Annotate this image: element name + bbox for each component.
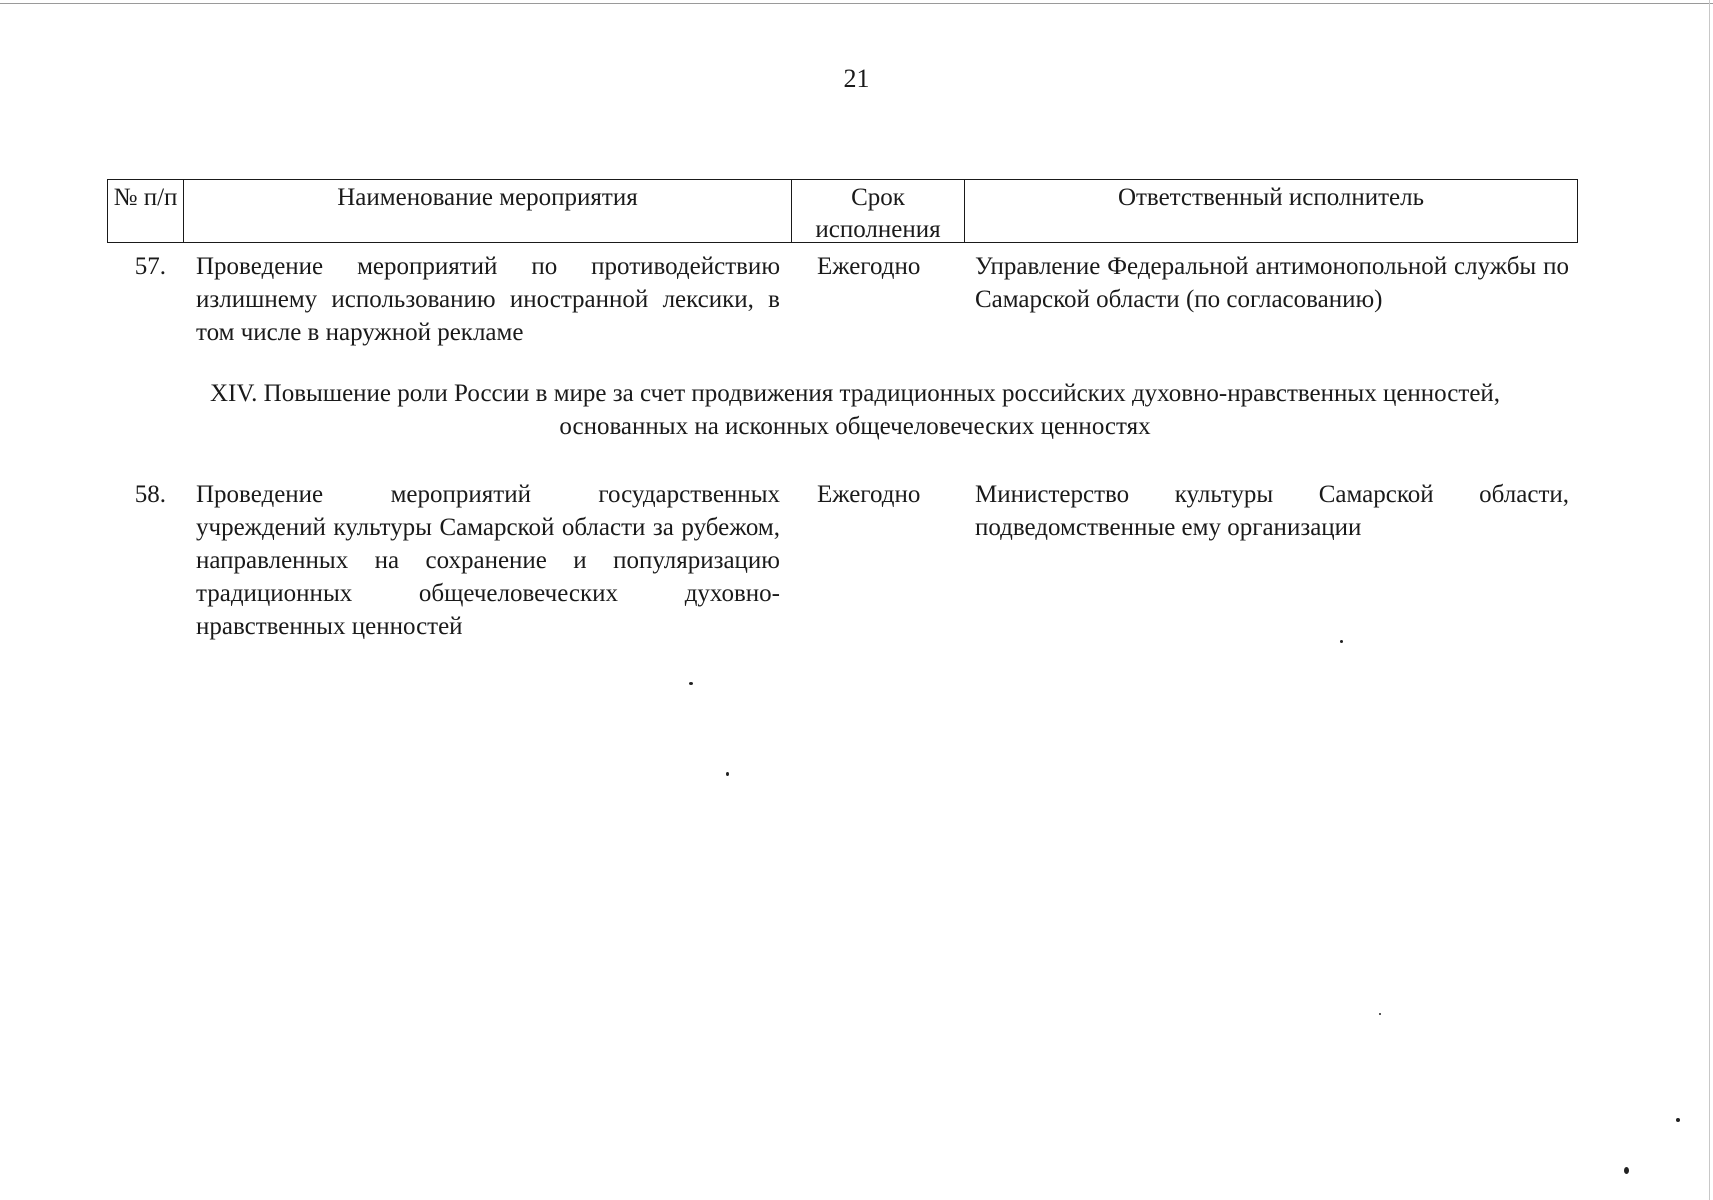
scan-speck <box>1624 1167 1629 1174</box>
scan-speck <box>1676 1118 1680 1122</box>
header-event-name: Наименование мероприятия <box>184 180 792 242</box>
row-responsible: Министерство культуры Самарской области, подведомственные ему организации <box>975 481 1569 541</box>
section-title: XIV. Повышение роли России в мире за счет продвижения традиционных российских духовно-нравственных ценностей, основанных на исконных общечеловеческих ценностях <box>209 380 1501 440</box>
header-number: № п/п <box>108 180 184 242</box>
row-responsible: Управление Федеральной антимонопольной службы по Самарской области (по согласованию) <box>975 253 1569 313</box>
page-number: 21 <box>843 64 870 93</box>
row-deadline: Ежегодно <box>817 253 921 280</box>
row-number: 58. <box>134 481 166 508</box>
row-event-name: Проведение мероприятий по противодействию излишнему использованию иностранной лексики, в том числе в наружной рекламе <box>196 253 780 346</box>
row-deadline: Ежегодно <box>817 481 921 508</box>
table-header <box>107 179 1578 243</box>
scan-speck <box>726 772 729 776</box>
header-responsible: Ответственный исполнитель <box>1117 184 1425 211</box>
scan-top-edge <box>0 3 1713 4</box>
scan-speck <box>689 682 693 685</box>
scan-speck <box>1379 1013 1381 1015</box>
header-deadline: Срок исполнения <box>792 180 965 242</box>
scan-right-edge <box>1709 0 1710 1200</box>
scan-speck <box>1340 640 1343 643</box>
row-number: 57. <box>134 253 166 280</box>
row-event-name: Проведение мероприятий государственных учреждений культуры Самарской области за рубежом, направленных на сохранение и популяризацию традиционных общечеловеческих духовно-нравственных ценностей <box>196 481 780 640</box>
